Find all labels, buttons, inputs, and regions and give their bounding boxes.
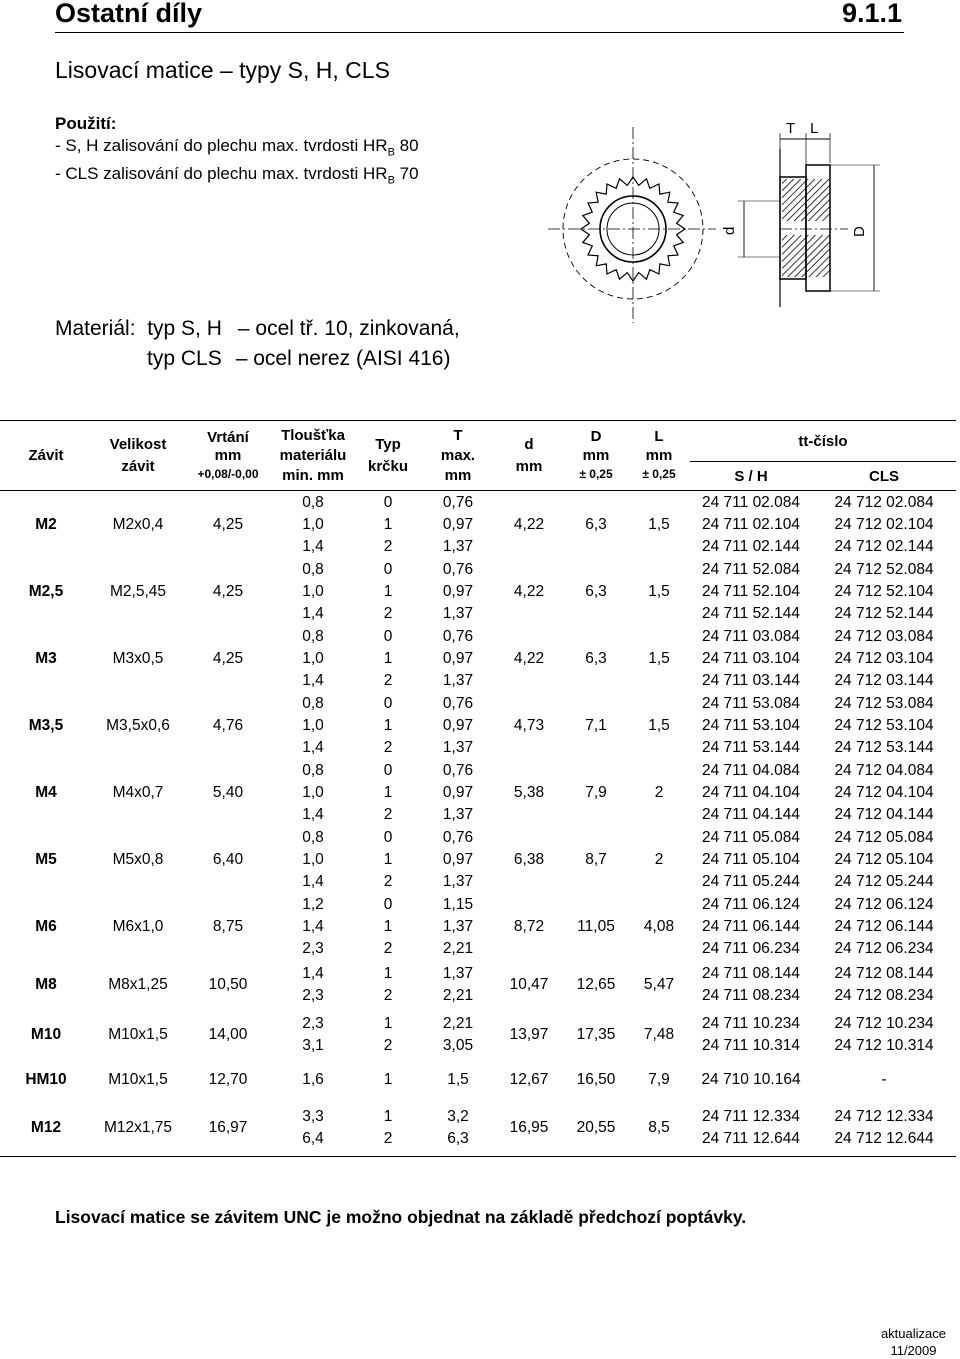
cell-tt-cls: 24 712 53.084 24 712 53.104 24 712 53.144 [834, 694, 934, 756]
cell-vrtani: 5,40 [212, 783, 244, 801]
cell-T: 0,76 0,97 1,37 [442, 828, 474, 890]
cell-typ: 0 1 2 [383, 627, 393, 689]
usage-line-2: - CLS zalisování do plechu max. tvrdosti $HR_B$ 70 [55, 164, 419, 187]
cell-T: 0,76 0,97 1,37 [442, 761, 474, 823]
col-header-L: L mm ± 0,25 [628, 421, 690, 491]
cell-zavit: M10 [30, 1026, 62, 1043]
cell-L: 1,5 [648, 716, 670, 734]
cell-tt-cls: 24 712 12.334 24 712 12.644 [812, 1100, 956, 1157]
cell-tt-sh: 24 710 10.164 [701, 1071, 801, 1088]
cell-d: 10,47 [509, 976, 549, 993]
cell-tt-cls: 24 712 05.084 24 712 05.104 24 712 05.244 [834, 828, 934, 890]
material-value-cls: – ocel nerez (AISI 416) [235, 347, 451, 370]
label-d: d [721, 226, 738, 235]
table-row [0, 692, 956, 759]
cell-zavit: HM10 [25, 1071, 67, 1088]
cell-zavit: M2 [35, 515, 57, 533]
cell-tt-sh: 24 711 08.144 24 711 08.234 [702, 965, 800, 1004]
cell-T: 1,15 1,37 2,21 [442, 895, 474, 957]
cell-velikost: M2,5,45 [109, 582, 166, 600]
cell-vrtani: 4,25 [212, 582, 244, 600]
cell-tloustka: 0,8 1,0 1,4 [302, 828, 324, 890]
cell-vrtani: 14,00 [208, 1026, 248, 1043]
col-header-cls: CLS [812, 462, 956, 491]
cell-L: 5,47 [643, 976, 675, 993]
cell-tloustka: 0,8 1,0 1,4 [302, 694, 324, 756]
cell-zavit: M8 [35, 976, 57, 993]
cell-velikost: M12x1,75 [92, 1100, 184, 1157]
update-date: 11/2009 [890, 1343, 937, 1358]
cell-d: 16,95 [494, 1100, 564, 1157]
cell-velikost: M10x1,5 [108, 1071, 168, 1088]
col-header-d: d mm [494, 421, 564, 491]
cell-T: 3,2 6,3 [422, 1100, 494, 1157]
cell-tloustka: 1,2 1,4 2,3 [302, 895, 324, 957]
cell-tt-cls: 24 712 08.144 24 712 08.234 [834, 965, 934, 1004]
cell-velikost: M5x0,8 [112, 850, 164, 868]
cell-T: 0,76 0,97 1,37 [442, 560, 474, 622]
cell-tloustka: 0,8 1,0 1,4 [302, 627, 324, 689]
nut-technical-drawing [548, 113, 908, 335]
cell-d: 4,73 [513, 716, 545, 734]
col-header-sh: S / H [690, 462, 812, 491]
material-value-sh: – ocel tř. 10, zinkovaná, [237, 317, 460, 340]
cell-typ: 0 1 2 [383, 493, 393, 555]
cell-tt-cls: 24 712 10.234 24 712 10.314 [834, 1015, 934, 1054]
cell-typ: 0 1 2 [383, 761, 393, 823]
cell-D: 17,35 [576, 1026, 616, 1043]
cell-D: 12,65 [576, 976, 616, 993]
cell-tt-sh: 24 711 53.084 24 711 53.104 24 711 53.144 [702, 694, 800, 756]
cell-typ: 0 1 2 [383, 694, 393, 756]
cell-zavit: M3,5 [28, 716, 64, 734]
cell-tt-cls: 24 712 06.124 24 712 06.144 24 712 06.234 [834, 895, 934, 957]
usage-line-1: - S, H zalisování do plechu max. tvrdosti $HR_B$ 80 [55, 136, 419, 159]
cell-d: 5,38 [513, 783, 545, 801]
cell-tt-sh: 24 711 02.084 24 711 02.104 24 711 02.144 [702, 493, 800, 555]
cell-zavit: M12 [0, 1100, 92, 1157]
cell-vrtani: 4,76 [212, 716, 244, 734]
cell-velikost: M8x1,25 [108, 976, 168, 993]
cell-d: 4,22 [513, 649, 545, 667]
cell-velikost: M3,5x0,6 [106, 716, 170, 734]
usage-block [55, 113, 419, 192]
label-T: T [786, 120, 796, 137]
table-row [0, 558, 956, 625]
cell-tt-sh: 24 711 52.084 24 711 52.104 24 711 52.144 [702, 560, 800, 622]
cell-L: 2 [654, 850, 664, 868]
cell-d: 6,38 [513, 850, 545, 868]
cell-D: 6,3 [585, 582, 607, 600]
label-D: D [851, 226, 868, 237]
section-number: 9.1.1 [841, 0, 902, 28]
table-row [0, 1100, 956, 1157]
label-L: L [810, 120, 819, 137]
cell-velikost: M4x0,7 [112, 783, 164, 801]
cell-T: 0,76 0,97 1,37 [442, 627, 474, 689]
press-nut-table [0, 420, 956, 1157]
table-row [0, 960, 956, 1010]
page-header-title: Ostatní díly [55, 0, 203, 28]
cell-d: 4,22 [513, 515, 545, 533]
col-header-vrtani: Vrtání mm +0,08/-0,00 [184, 421, 272, 491]
table-row [0, 759, 956, 826]
cell-T: 2,21 3,05 [442, 1015, 474, 1054]
cell-d: 13,97 [509, 1026, 549, 1043]
col-header-velikost: Velikost závit [92, 421, 184, 491]
cell-vrtani: 12,70 [208, 1071, 248, 1088]
cell-velikost: M10x1,5 [108, 1026, 168, 1043]
col-header-D: D mm ± 0,25 [564, 421, 628, 491]
usage-label: Použití: [55, 114, 117, 133]
cell-tt-sh: 24 711 05.084 24 711 05.104 24 711 05.244 [702, 828, 800, 890]
cell-tloustka: 1,6 [302, 1071, 324, 1088]
cell-T: 0,76 0,97 1,37 [442, 493, 474, 555]
cell-D: 8,7 [585, 850, 607, 868]
table-row [0, 826, 956, 893]
cell-tloustka: 1,4 2,3 [302, 965, 324, 1004]
cell-typ: 0 1 2 [383, 560, 393, 622]
header-divider [55, 32, 904, 33]
update-label: aktualizace [880, 1326, 946, 1341]
cell-T: 0,76 0,97 1,37 [442, 694, 474, 756]
cell-typ: 1 2 [383, 965, 393, 1004]
col-header-tloustka: Tloušťka materiálu min. mm [272, 421, 354, 491]
update-stamp [881, 1325, 946, 1359]
cell-D: 6,3 [585, 515, 607, 533]
cell-tt-cls: 24 712 52.084 24 712 52.104 24 712 52.144 [834, 560, 934, 622]
cell-tt-cls: 24 712 04.084 24 712 04.104 24 712 04.144 [834, 761, 934, 823]
cell-vrtani: 4,25 [212, 649, 244, 667]
cell-D: 7,1 [585, 716, 607, 734]
table-row [0, 893, 956, 960]
cell-L: 8,5 [628, 1100, 690, 1157]
cell-tloustka: 0,8 1,0 1,4 [302, 493, 324, 555]
cell-typ: 1 2 [383, 1015, 393, 1054]
cell-T: 1,5 [447, 1071, 469, 1088]
col-header-zavit: Závit [0, 421, 92, 491]
cell-tt-sh: 24 711 06.124 24 711 06.144 24 711 06.234 [702, 895, 800, 957]
cell-T: 1,37 2,21 [442, 965, 474, 1004]
cell-L: 1,5 [648, 582, 670, 600]
col-header-typ: Typ krčku [354, 421, 422, 491]
cell-tloustka: 3,3 6,4 [272, 1100, 354, 1157]
material-label-sh: Materiál: typ S, H [55, 317, 222, 340]
cell-L: 1,5 [648, 649, 670, 667]
table-row [0, 491, 956, 559]
col-header-ttcislo: tt-číslo [690, 421, 956, 462]
cell-D: 16,50 [576, 1071, 616, 1088]
material-label-cls: typ CLS [147, 347, 222, 370]
cell-d: 8,72 [513, 917, 545, 935]
cell-zavit: M6 [35, 917, 57, 935]
cell-velikost: M3x0,5 [112, 649, 164, 667]
cell-D: 6,3 [585, 649, 607, 667]
table-row [0, 1010, 956, 1060]
cell-tt-cls: 24 712 02.084 24 712 02.104 24 712 02.144 [834, 493, 934, 555]
cell-tt-sh: 24 711 10.234 24 711 10.314 [702, 1015, 800, 1054]
cell-L: 1,5 [648, 515, 670, 533]
cell-L: 7,48 [643, 1026, 675, 1043]
cell-velikost: M6x1,0 [112, 917, 164, 935]
cell-typ: 0 1 2 [383, 828, 393, 890]
cell-L: 4,08 [643, 917, 675, 935]
cell-zavit: M4 [35, 783, 57, 801]
cell-zavit: M5 [35, 850, 57, 868]
cell-velikost: M2x0,4 [112, 515, 164, 533]
unc-order-note: Lisovací matice se závitem UNC je možno objednat na základě předchozí poptávky. [55, 1207, 747, 1227]
cell-tt-sh: 24 711 12.334 24 711 12.644 [690, 1100, 812, 1157]
cell-vrtani: 4,25 [212, 515, 244, 533]
cell-zavit: M3 [35, 649, 57, 667]
cell-vrtani: 6,40 [212, 850, 244, 868]
cell-typ: 0 1 2 [383, 895, 393, 957]
table-row [0, 1060, 956, 1100]
cell-vrtani: 16,97 [184, 1100, 272, 1157]
cell-d: 4,22 [513, 582, 545, 600]
cell-tloustka: 2,3 3,1 [302, 1015, 324, 1054]
cell-D: 20,55 [564, 1100, 628, 1157]
cell-D: 11,05 [577, 917, 615, 935]
cell-d: 12,67 [509, 1071, 549, 1088]
cell-D: 7,9 [585, 783, 607, 801]
cell-L: 7,9 [648, 1071, 670, 1088]
material-block [55, 314, 460, 374]
cell-tloustka: 0,8 1,0 1,4 [302, 761, 324, 823]
cell-tt-sh: 24 711 03.084 24 711 03.104 24 711 03.144 [702, 627, 800, 689]
cell-typ: 1 2 [354, 1100, 422, 1157]
cell-typ: 1 [383, 1071, 393, 1088]
cell-vrtani: 10,50 [208, 976, 248, 993]
cell-tt-cls: - [881, 1071, 887, 1088]
cell-vrtani: 8,75 [212, 917, 244, 935]
table-row [0, 625, 956, 692]
cell-tt-cls: 24 712 03.084 24 712 03.104 24 712 03.144 [834, 627, 934, 689]
cell-L: 2 [654, 783, 664, 801]
page-subtitle: Lisovací matice – typy S, H, CLS [55, 57, 390, 83]
cell-tt-sh: 24 711 04.084 24 711 04.104 24 711 04.144 [702, 761, 800, 823]
cell-tloustka: 0,8 1,0 1,4 [302, 560, 324, 622]
col-header-T: T max. mm [422, 421, 494, 491]
cell-zavit: M2,5 [28, 582, 64, 600]
